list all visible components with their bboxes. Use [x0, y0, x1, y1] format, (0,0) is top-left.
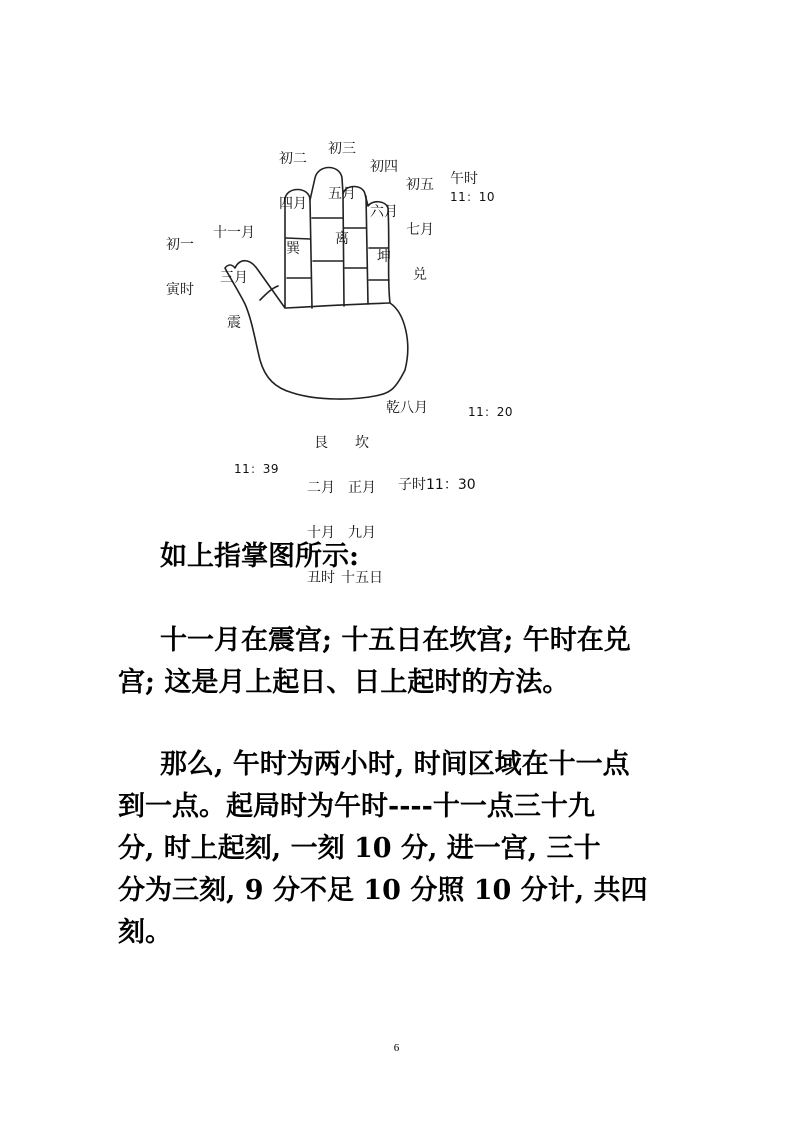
label-chu-yi-hour: 寅时	[166, 282, 194, 298]
paragraph-3-line-3: 分, 时上起刻, 一刻 10 分, 进一宫, 三十	[118, 833, 601, 864]
label-li-day: 初三	[328, 141, 356, 157]
label-gen	[307, 406, 335, 616]
paragraph-1-line-1: 如上指掌图所示:	[160, 541, 359, 572]
label-time-1120: 11：20	[468, 405, 514, 419]
label-xun	[279, 122, 307, 287]
label-li-month: 五月	[328, 186, 356, 202]
label-kan-month-1: 正月	[348, 480, 376, 496]
label-zi-shi: 子时11：30	[398, 477, 476, 493]
label-dui-day: 初五	[406, 177, 434, 193]
label-kun-day: 初四	[370, 159, 398, 175]
paragraph-1	[118, 536, 678, 578]
paragraph-3-line-4: 分为三刻, 9 分不足 10 分照 10 分计, 共四	[118, 875, 648, 906]
paragraph-2-line-2: 宫; 这是月上起日、日上起时的方法。	[118, 667, 570, 698]
label-chu-yi-day: 初一	[166, 237, 194, 253]
index-finger-right	[310, 200, 312, 308]
label-wu-shi: 午时	[450, 171, 478, 187]
label-xun-palace: 巽	[286, 241, 300, 257]
label-gen-palace: 艮	[314, 435, 328, 451]
label-kan-month-2: 九月	[348, 525, 376, 541]
label-dui-month: 七月	[406, 222, 434, 238]
paragraph-3	[118, 744, 678, 954]
label-gen-hour: 丑时	[307, 570, 335, 586]
label-xun-month: 四月	[279, 196, 307, 212]
label-kan-day: 十五日	[341, 570, 383, 586]
label-zhen-month-2: 三月	[220, 270, 248, 286]
label-gen-month-1: 二月	[307, 480, 335, 496]
label-kun	[370, 130, 398, 295]
label-chu-yi	[166, 208, 194, 328]
paragraph-3-line-2: 到一点。起局时为午时----十一点三十九	[118, 791, 595, 822]
label-kan	[341, 406, 383, 616]
label-li-palace: 离	[335, 231, 349, 247]
page-number: 6	[393, 1042, 400, 1054]
label-zhen-palace: 震	[227, 315, 241, 331]
label-li	[328, 112, 356, 277]
label-gen-month-2: 十月	[307, 525, 335, 541]
label-qian: 乾八月	[386, 400, 428, 416]
label-dui	[406, 148, 434, 313]
label-time-1139: 11：39	[234, 462, 280, 476]
paragraph-3-line-5: 刻。	[118, 917, 172, 948]
label-kun-palace: 坤	[377, 249, 391, 265]
label-xun-day: 初二	[279, 151, 307, 167]
paragraph-3-line-1: 那么, 午时为两小时, 时间区域在十一点	[160, 749, 630, 780]
label-zhen	[213, 196, 255, 361]
paragraph-2-line-1: 十一月在震宫; 十五日在坎宫; 午时在兑	[160, 625, 631, 656]
label-zhen-month-1: 十一月	[213, 225, 255, 241]
ring-finger-right	[366, 196, 368, 304]
label-kan-palace: 坎	[355, 435, 369, 451]
label-time-1110: 11：10	[450, 190, 496, 204]
label-kun-month: 六月	[370, 204, 398, 220]
label-dui-palace: 兑	[413, 267, 427, 283]
paragraph-2	[118, 620, 678, 704]
finger-base-line	[286, 303, 390, 308]
